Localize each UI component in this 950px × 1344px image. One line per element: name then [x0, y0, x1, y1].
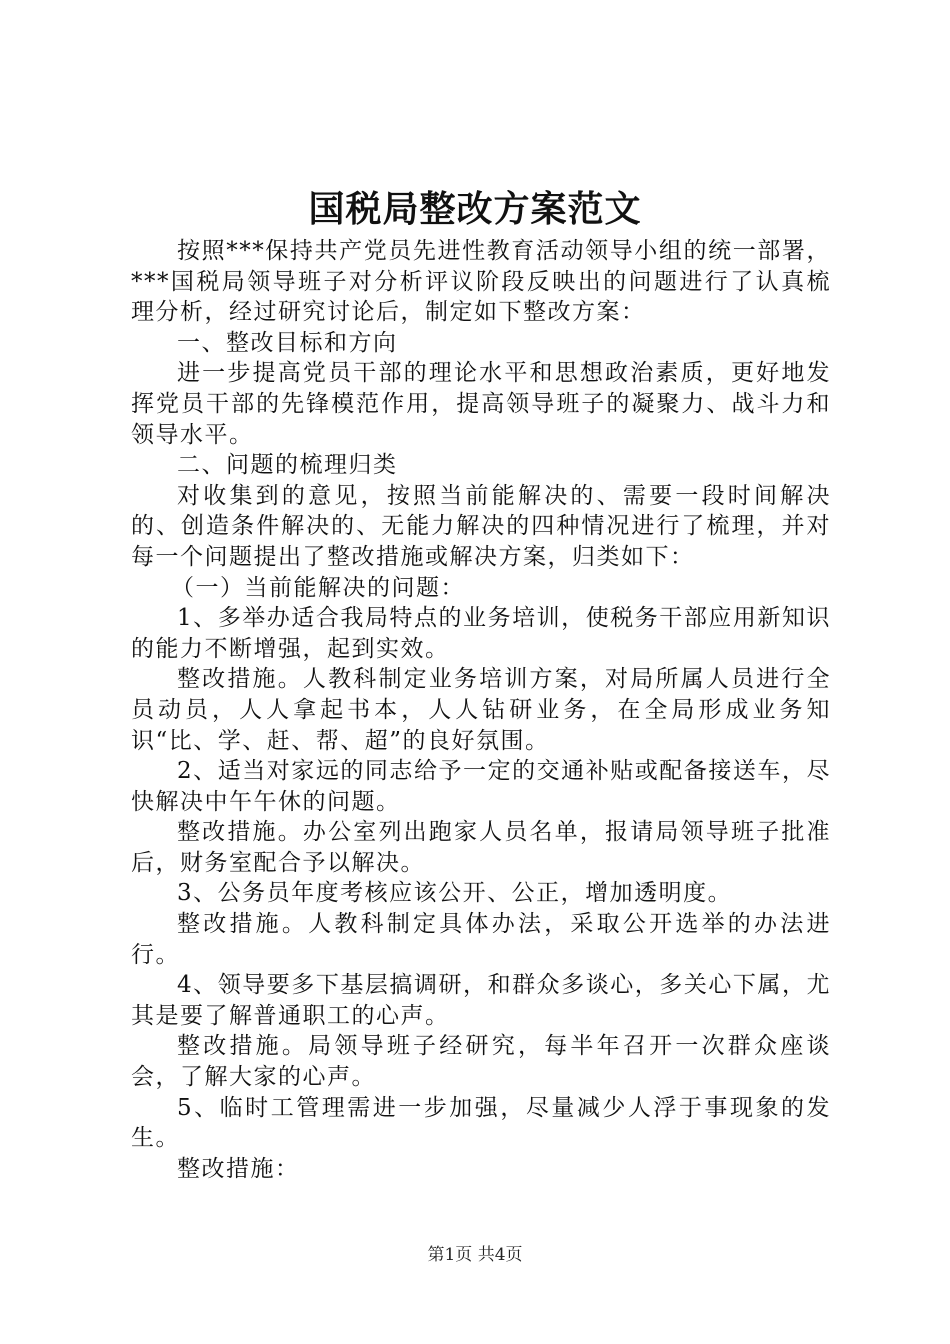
section-heading-goals: 一、整改目标和方向 — [177, 329, 398, 356]
issue-item-2: 2、适当对家远的同志给予一定的交通补贴或配备接送车，尽快解决中午午休的问题。 — [131, 758, 831, 815]
intro-paragraph: 按照***保持共产党员先进性教育活动领导小组的统一部署，***国税局领导班子对分析评议阶段反映出的问题进行了认真梳理分析，经过研究讨论后，制定如下整改方案： — [131, 238, 831, 326]
document-title: 国税局整改方案范文 — [308, 188, 642, 230]
page-number-footer: 第1页 共4页 — [427, 1245, 523, 1265]
issue-item-3: 3、公务员年度考核应该公开、公正，增加透明度。 — [177, 880, 733, 907]
issue-item-1: 1、多举办适合我局特点的业务培训，使税务干部应用新知识的能力不断增强，起到实效。 — [131, 605, 831, 662]
measure-item-4: 整改措施。局领导班子经研究，每半年召开一次群众座谈会，了解大家的心声。 — [131, 1033, 831, 1091]
measure-item-3: 整改措施。人教科制定具体办法，采取公开选举的办法进行。 — [131, 911, 831, 968]
measure-item-2: 整改措施。办公室列出跑家人员名单，报请局领导班子批准后，财务室配合予以解决。 — [131, 819, 831, 876]
issue-item-5: 5、临时工管理需进一步加强，尽量减少人浮于事现象的发生。 — [131, 1094, 831, 1152]
subsection-heading-current: （一）当前能解决的问题： — [171, 574, 465, 601]
document-body — [131, 236, 831, 1184]
classification-paragraph: 对收集到的意见，按照当前能解决的、需要一段时间解决的、创造条件解决的、无能力解决的四种情况进行了梳理，并对每一个问题提出了整改措施或解决方案，归类如下： — [131, 482, 831, 570]
issue-item-4: 4、领导要多下基层搞调研，和群众多谈心，多关心下属，尤其是要了解普通职工的心声。 — [131, 972, 831, 1029]
measure-item-1: 整改措施。人教科制定业务培训方案，对局所属人员进行全员动员，人人拿起书本，人人钻研业务，在全局形成业务知识“比、学、赶、帮、超”的良好氛围。 — [131, 666, 831, 754]
goals-paragraph: 进一步提高党员干部的理论水平和思想政治素质，更好地发挥党员干部的先锋模范作用，提高领导班子的凝聚力、战斗力和领导水平。 — [131, 360, 831, 448]
measure-item-5: 整改措施： — [177, 1155, 300, 1182]
section-heading-classification: 二、问题的梳理归类 — [177, 452, 398, 479]
